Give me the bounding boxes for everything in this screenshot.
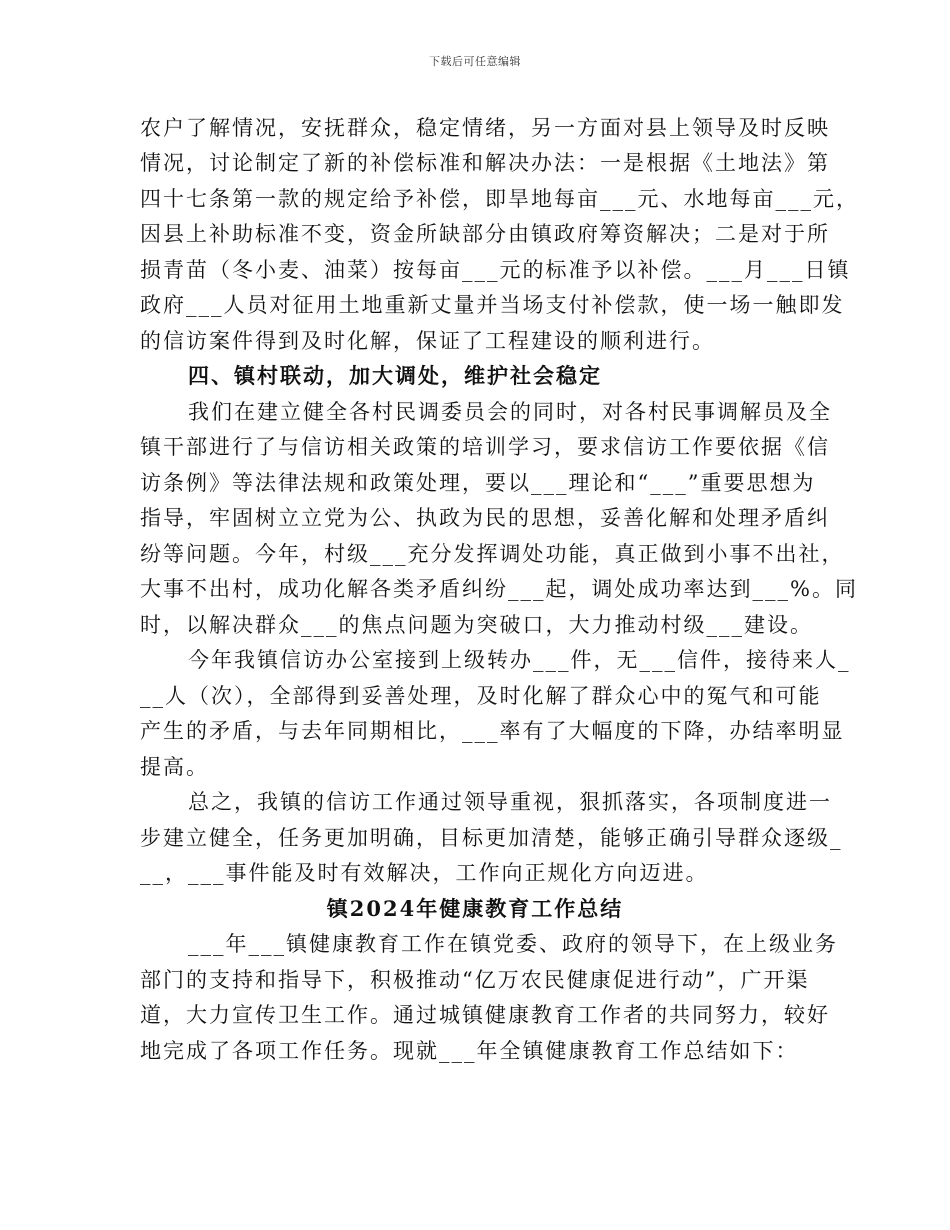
paragraph-line: 步建立健全，任务更加明确，目标更加清楚，能够正确引导群众逐级_ xyxy=(140,826,843,850)
paragraph-line: 今年我镇信访办公室接到上级转办___件，无___信件，接待来人_ xyxy=(188,648,851,672)
paragraph-line: 的信访案件得到及时化解，保证了工程建设的顺利进行。 xyxy=(140,329,715,353)
paragraph-line: __，___事件能及时有效解决，工作向正规化方向迈进。 xyxy=(140,861,709,885)
paragraph-line: 损青苗（冬小麦、油菜）按每亩___元的标准予以补偿。___月___日镇 xyxy=(140,258,851,282)
page-header: 下载后可任意编辑 xyxy=(429,55,521,68)
paragraph-line: 大事不出村，成功化解各类矛盾纠纷___起，调处成功率达到___%。同 xyxy=(140,577,858,601)
paragraph-line: 提高。 xyxy=(140,755,209,779)
paragraph-line: 产生的矛盾，与去年同期相比，___率有了大幅度的下降，办结率明显 xyxy=(140,719,845,743)
paragraph-line: 四十七条第一款的规定给予补偿，即旱地每亩___元、水地每亩___元， xyxy=(140,187,859,211)
paragraph-line: 总之，我镇的信访工作通过领导重视，狠抓落实，各项制度进一 xyxy=(188,790,832,814)
paragraph-line: 我们在建立健全各村民调委员会的同时，对各村民事调解员及全 xyxy=(188,400,832,424)
paragraph-line: 部门的支持和指导下，积极推动“亿万农民健康促进行动”，广开渠 xyxy=(140,968,810,992)
paragraph-line: 情况，讨论制定了新的补偿标准和解决办法：一是根据《土地法》第 xyxy=(140,151,830,175)
paragraph-line: 指导，牢固树立立党为公、执政为民的思想，妥善化解和处理矛盾纠 xyxy=(140,506,830,530)
document-title: 镇2024年健康教育工作总结 xyxy=(326,896,624,921)
paragraph-line: 时，以解决群众___的焦点问题为突破口，大力推动村级___建设。 xyxy=(140,613,813,637)
paragraph-line: 镇干部进行了与信访相关政策的培训学习，要求信访工作要依据《信 xyxy=(140,435,830,459)
paragraph-line: 政府___人员对征用土地重新丈量并当场支付补偿款，使一场一触即发 xyxy=(140,293,845,317)
paragraph-line: 道，大力宣传卫生工作。通过城镇健康教育工作者的共同努力，较好 xyxy=(140,1003,830,1027)
paragraph-line: 访条例》等法律法规和政策处理，要以___理论和“___”重要思想为 xyxy=(140,471,816,495)
paragraph-line: __人（次），全部得到妥善处理，及时化解了群众心中的冤气和可能 xyxy=(140,684,822,708)
paragraph-line: 地完成了各项工作任务。现就___年全镇健康教育工作总结如下： xyxy=(140,1039,799,1063)
paragraph-line: 因县上补助标准不变，资金所缺部分由镇政府筹资解决；二是对于所 xyxy=(140,222,830,246)
section-heading: 四、镇村联动，加大调处，维护社会稳定 xyxy=(188,363,602,388)
paragraph-line: 纷等问题。今年，村级___充分发挥调处功能，真正做到小事不出社， xyxy=(140,542,845,566)
paragraph-line: ___年___镇健康教育工作在镇党委、政府的领导下，在上级业务 xyxy=(188,932,838,956)
paragraph-line: 农户了解情况，安抚群众，稳定情绪，另一方面对县上领导及时反映 xyxy=(140,116,830,140)
